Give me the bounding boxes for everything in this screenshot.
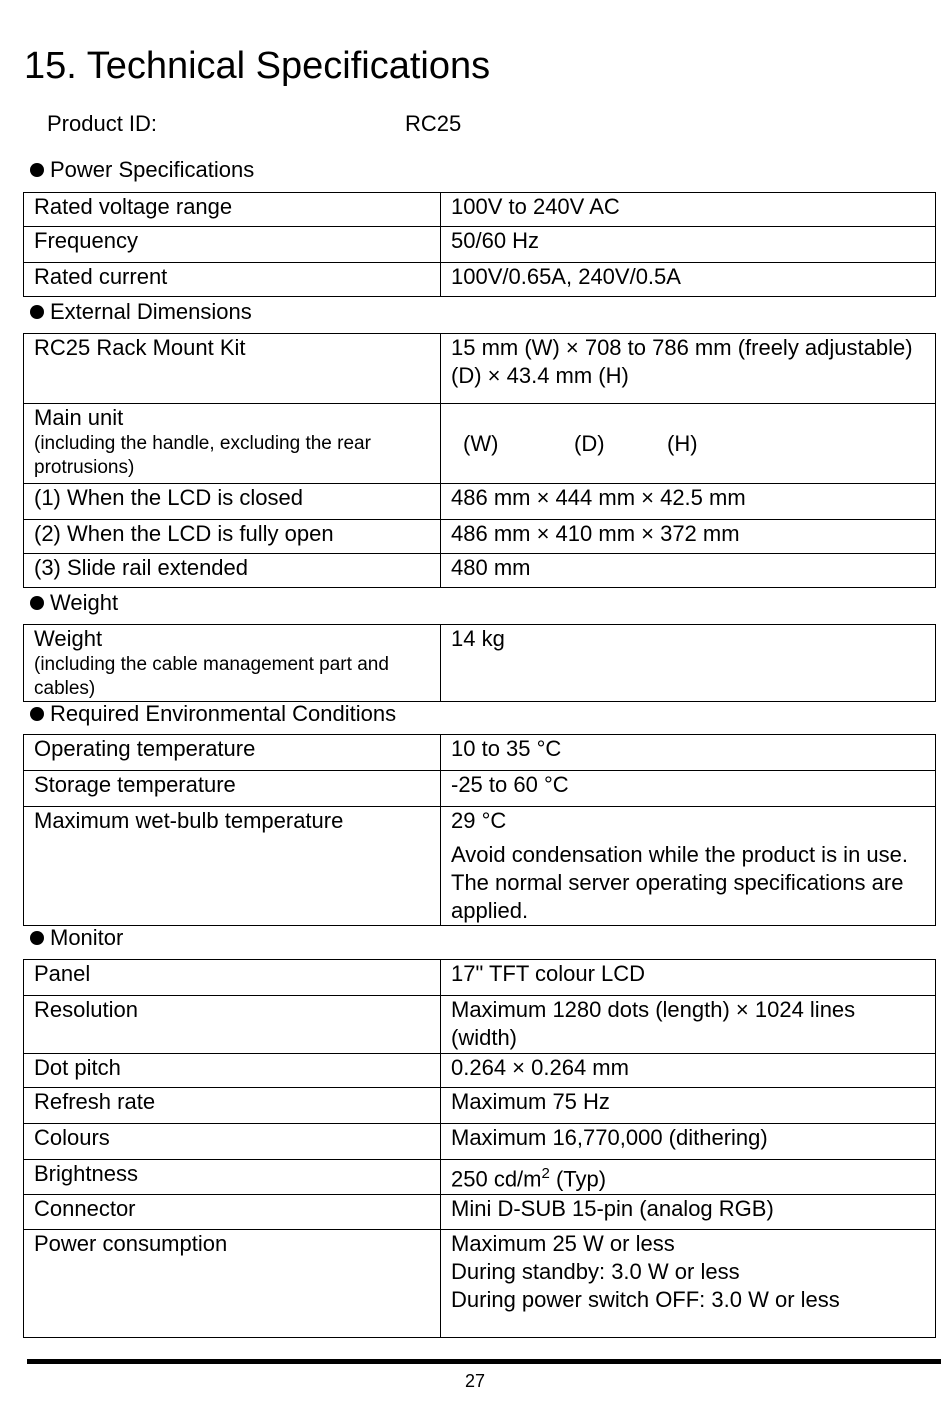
table-row: Dot pitch 0.264 × 0.264 mm (24, 1054, 936, 1088)
table-row (24, 404, 936, 484)
weight-label: Weight (34, 626, 103, 651)
table-row: Refresh rate Maximum 75 Hz (24, 1088, 936, 1124)
main-unit-label: Main unit (34, 405, 124, 430)
product-id-value: RC25 (405, 111, 462, 136)
table-row: (2) When the LCD is fully open 486 mm × 410 mm × 372 mm (24, 520, 936, 554)
monitor-spec-table (23, 959, 936, 1338)
wetbulb-value: 29 °C (451, 808, 507, 833)
table-row: Power consumption Maximum 25 W or less During standby: 3.0 W or less During power switch OFF: 3.0 W or less (24, 1230, 936, 1338)
environment-spec-table (23, 734, 936, 926)
footer-rule (27, 1359, 941, 1364)
table-row (24, 625, 936, 702)
table-row: Colours Maximum 16,770,000 (dithering) (24, 1124, 936, 1160)
bullet-icon (30, 163, 44, 177)
col-w-label: (W) (463, 430, 499, 456)
bullet-icon (30, 707, 44, 721)
table-row: (1) When the LCD is closed 486 mm × 444 mm × 42.5 mm (24, 484, 936, 520)
weight-note: (including the cable management part and cables) (34, 654, 389, 699)
table-row: Resolution Maximum 1280 dots (length) × 1024 lines (width) (24, 996, 936, 1054)
bullet-icon (30, 596, 44, 610)
power-spec-table (23, 192, 936, 297)
table-row: Rated current 100V/0.65A, 240V/0.5A (24, 263, 936, 297)
table-row: Panel 17" TFT colour LCD (24, 960, 936, 996)
weight-value: 14 kg (441, 625, 936, 702)
table-row: Operating temperature 10 to 35 °C (24, 735, 936, 771)
bullet-icon (30, 931, 44, 945)
section-heading-weight: Weight (30, 589, 118, 617)
product-id-label: Product ID: (47, 111, 158, 136)
table-row: Storage temperature -25 to 60 °C (24, 771, 936, 807)
main-unit-note: (including the handle, excluding the rear protrusions) (34, 433, 371, 478)
table-row: (3) Slide rail extended 480 mm (24, 554, 936, 588)
dimensions-spec-table (23, 333, 936, 588)
bullet-icon (30, 305, 44, 319)
col-h-label: (H) (667, 430, 698, 456)
col-d-label: (D) (574, 430, 605, 456)
page-title: 15. Technical Specifications (24, 45, 491, 87)
table-row: RC25 Rack Mount Kit 15 mm (W) × 708 to 786 mm (freely adjustable) (D) × 43.4 mm (H) (24, 334, 936, 404)
table-row: Maximum wet-bulb temperature 29 °C Avoid condensation while the product is in use. The normal server operating specifications are applied. (24, 807, 936, 926)
section-heading-dimensions: External Dimensions (30, 298, 252, 326)
table-row: Rated voltage range 100V to 240V AC (24, 193, 936, 227)
page-number: 27 (464, 1371, 486, 1391)
weight-spec-table (23, 624, 936, 702)
section-heading-environment: Required Environmental Conditions (30, 700, 396, 728)
section-heading-power: Power Specifications (30, 156, 254, 184)
brightness-value: 250 $cd/m^2$ (Typ) (441, 1160, 936, 1195)
table-row: Frequency 50/60 Hz (24, 227, 936, 263)
table-row: Brightness 250 $cd/m^2$ (Typ) (24, 1160, 936, 1195)
wetbulb-note: Avoid condensation while the product is in use. The normal server operating specifications are applied. (451, 842, 908, 923)
table-row: Connector Mini D-SUB 15-pin (analog RGB) (24, 1195, 936, 1230)
section-heading-monitor: Monitor (30, 924, 123, 952)
